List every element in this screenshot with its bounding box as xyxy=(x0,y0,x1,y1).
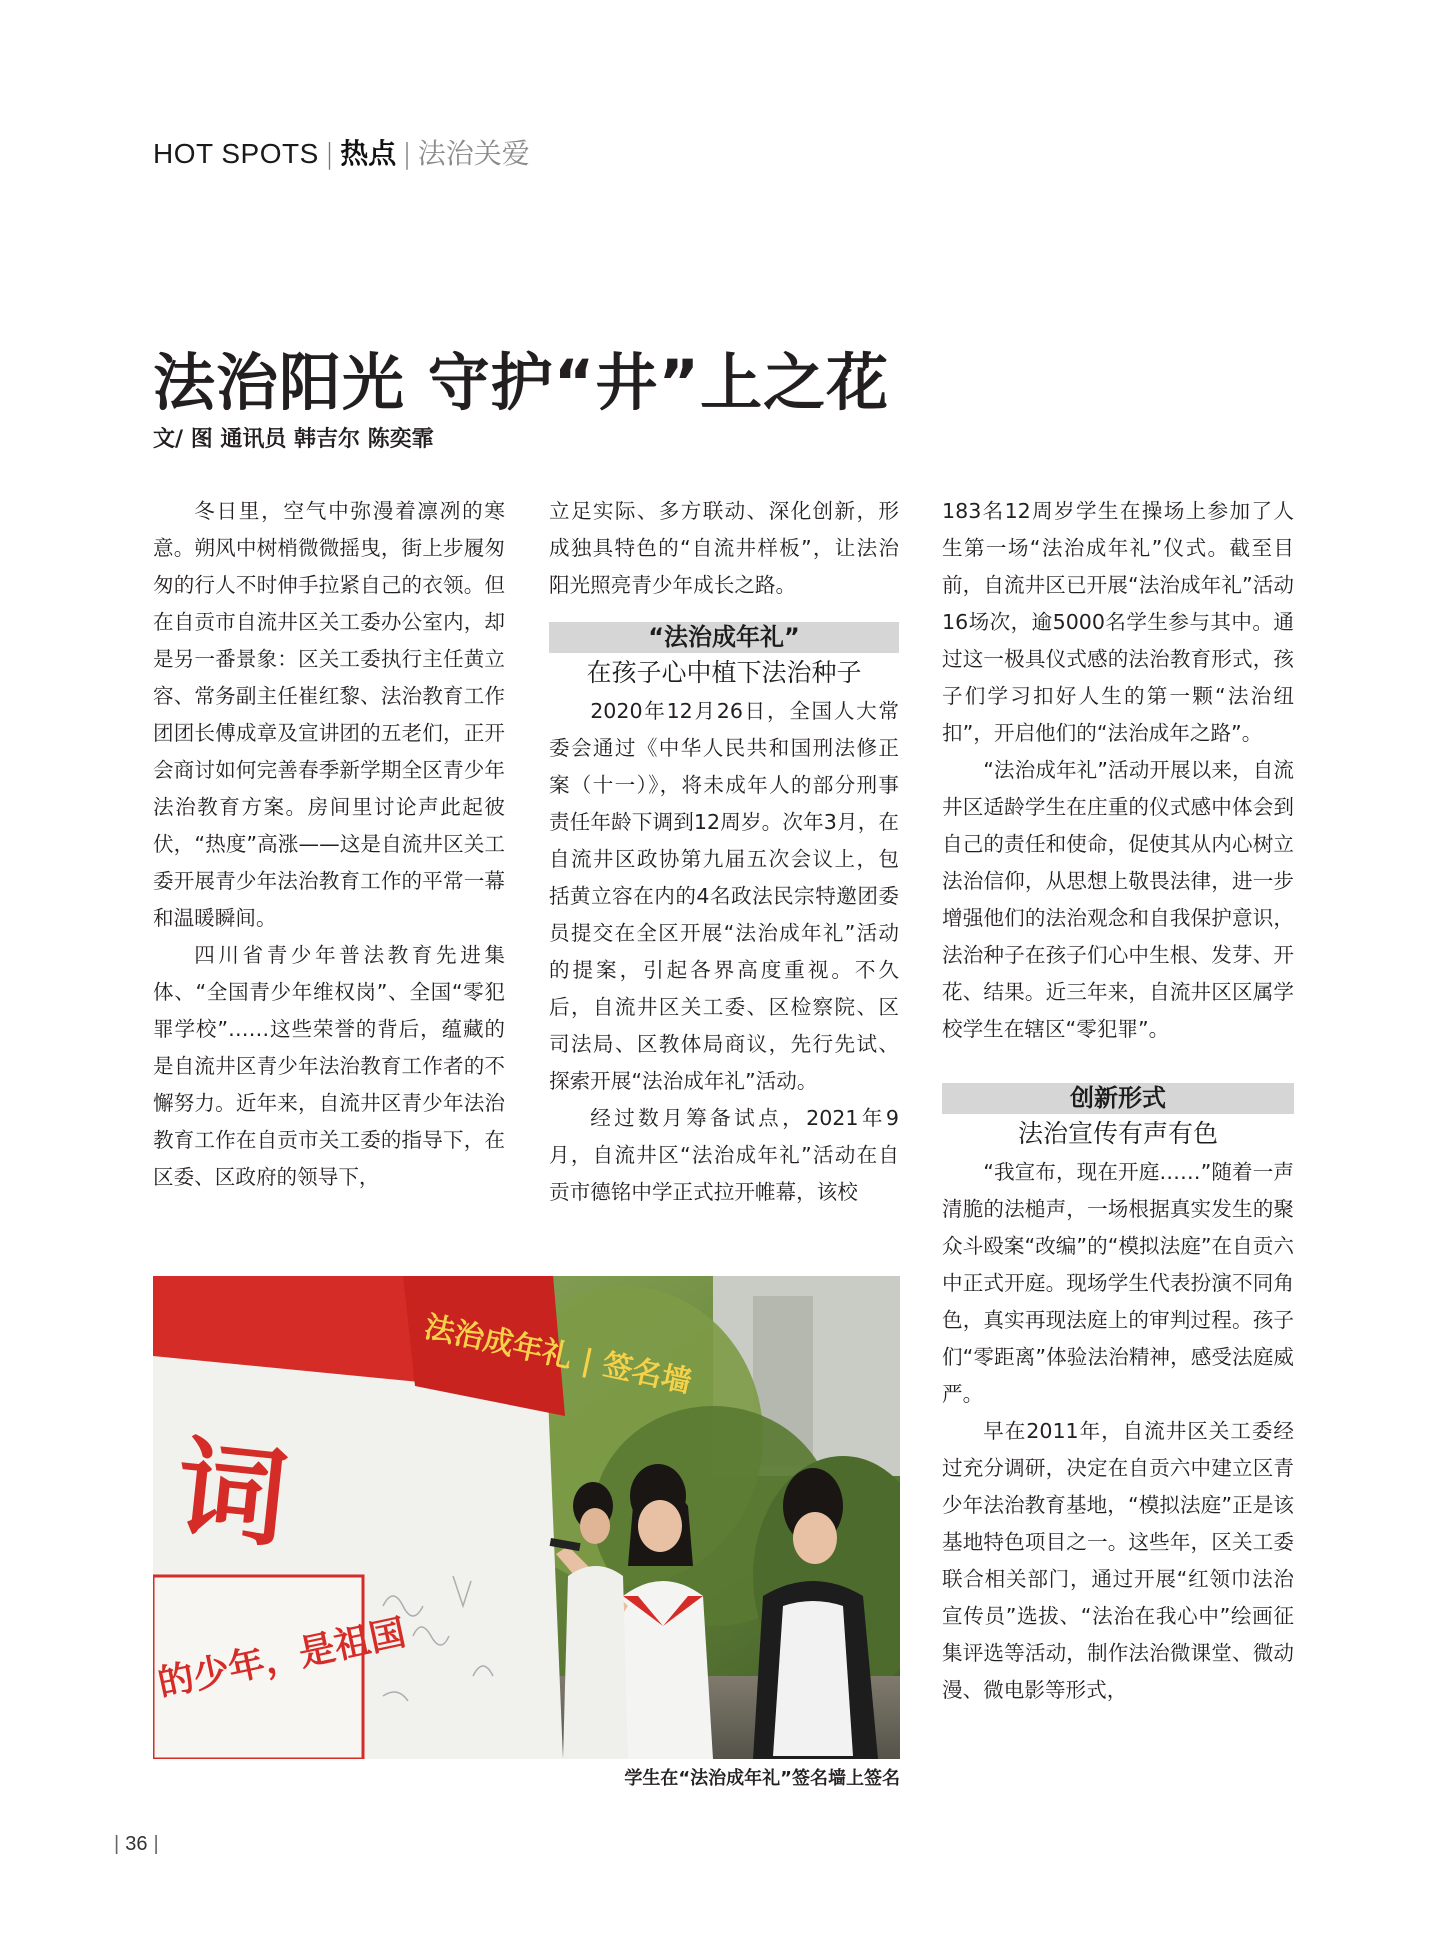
section-label-en: HOT SPOTS xyxy=(153,138,319,169)
article-title: 法治阳光 守护“井”上之花 xyxy=(153,346,890,419)
banner-text: 法治成年礼 | 签名墙 xyxy=(421,1309,695,1401)
column-name: 法治关爱 xyxy=(417,137,530,170)
divider: | xyxy=(153,1833,159,1855)
paragraph: 183名12周岁学生在操场上参加了人生第一场“法治成年礼”仪式。截至目前，自流井区已开展“法治成年礼”活动16场次，逾5000名学生参与其中。通过这一极具仪式感的法治教育形式，孩子们学习扣好人生的第一颗“法治纽扣”，开启他们的“法治成年之路”。 xyxy=(942,499,1294,745)
paragraph: 2020年12月26日，全国人大常委会通过《中华人民共和国刑法修正案（十一）》，将未成年人的部分刑事责任年龄下调到12周岁。次年3月，在自流井区政协第九届五次会议上，包括黄立容在内的4名政法民宗特邀团委员提交在全区开展“法治成年礼”活动的提案，引起各界高度重视。不久后，自流井区关工委、区检察院、区司法局、区教体局商议，先行先试、探索开展“法治成年礼”活动。 xyxy=(549,699,899,1093)
paragraph: “法治成年礼”活动开展以来，自流井区适龄学生在庄重的仪式感中体会到自己的责任和使命，促使其从内心树立法治信仰，从思想上敬畏法律，进一步增强他们的法治观念和自我保护意识，法治种子在孩子们心中生根、发芽、开花、结果。近三年来，自流井区区属学校学生在辖区“零犯罪”。 xyxy=(942,758,1294,1041)
section-subhead xyxy=(942,1083,1294,1154)
text-column-3 xyxy=(942,493,1294,1709)
section-label-cn: 热点 xyxy=(340,137,397,170)
section-subhead xyxy=(549,622,899,693)
paragraph: “我宣布，现在开庭……”随着一声清脆的法槌声，一场根据真实发生的聚众斗殴案“改编”的“模拟法庭”在自贡六中正式开庭。现场学生代表扮演不同角色，真实再现法庭上的审判过程。孩子们“零距离”体验法治精神，感受法庭威严。 xyxy=(942,1160,1294,1406)
signing-wall-photo xyxy=(153,1276,900,1759)
subhead-line: 在孩子心中植下法治种子 xyxy=(586,658,862,687)
divider: | xyxy=(402,137,412,170)
paragraph: 经过数月筹备试点，2021年9月，自流井区“法治成年礼”活动在自贡市德铭中学正式拉开帷幕，该校 xyxy=(549,1106,899,1204)
text-column-1 xyxy=(153,493,505,1196)
divider: | xyxy=(324,137,335,170)
divider: | xyxy=(114,1833,120,1855)
subhead-bar: “法治成年礼” xyxy=(549,622,899,653)
article-photo xyxy=(153,1276,900,1759)
paragraph: 立足实际、多方联动、深化创新，形成独具特色的“自流井样板”，让法治阳光照亮青少年成长之路。 xyxy=(549,499,899,597)
subhead-bar: 创新形式 xyxy=(942,1083,1294,1114)
paragraph: 四川省青少年普法教育先进集体、“全国青少年维权岗”、全国“零犯罪学校”……这些荣誉的背后，蕴藏的是自流井区青少年法治教育工作者的不懈努力。近年来，自流井区青少年法治教育工作在自贡市关工委的指导下，在区委、区政府的领导下， xyxy=(153,943,505,1189)
article-byline: 文/ 图 通讯员 韩吉尔 陈奕霏 xyxy=(153,427,434,452)
paragraph: 早在2011年，自流井区关工委经过充分调研，决定在自贡六中建立区青少年法治教育基地，“模拟法庭”正是该基地特色项目之一。这些年，区关工委联合相关部门，通过开展“红领巾法治宣传员”选拔、“法治在我心中”绘画征集评选等活动，制作法治微课堂、微动漫、微电影等形式， xyxy=(942,1419,1294,1702)
subhead-line: 法治宣传有声有色 xyxy=(1017,1119,1218,1148)
page-number xyxy=(108,1830,165,1858)
banner-big-char: 词 xyxy=(170,1423,294,1564)
paragraph: 冬日里，空气中弥漫着凛冽的寒意。朔风中树梢微微摇曳，街上步履匆匆的行人不时伸手拉紧自己的衣领。但在自贡市自流井区关工委办公室内，却是另一番景象：区关工委执行主任黄立容、常务副主任崔红黎、法治教育工作团团长傅成章及宣讲团的五老们，正开会商讨如何完善春季新学期全区青少年法治教育方案。房间里讨论声此起彼伏，“热度”高涨——这是自流井区关工委开展青少年法治教育工作的平常一幕和温暖瞬间。 xyxy=(153,499,505,930)
board-text: 的少年，是祖国 xyxy=(154,1611,410,1705)
photo-caption: 学生在“法治成年礼”签名墙上签名 xyxy=(624,1768,900,1789)
text-column-2 xyxy=(549,493,899,1211)
page-number-value: 36 xyxy=(125,1833,148,1855)
section-header xyxy=(153,136,530,172)
